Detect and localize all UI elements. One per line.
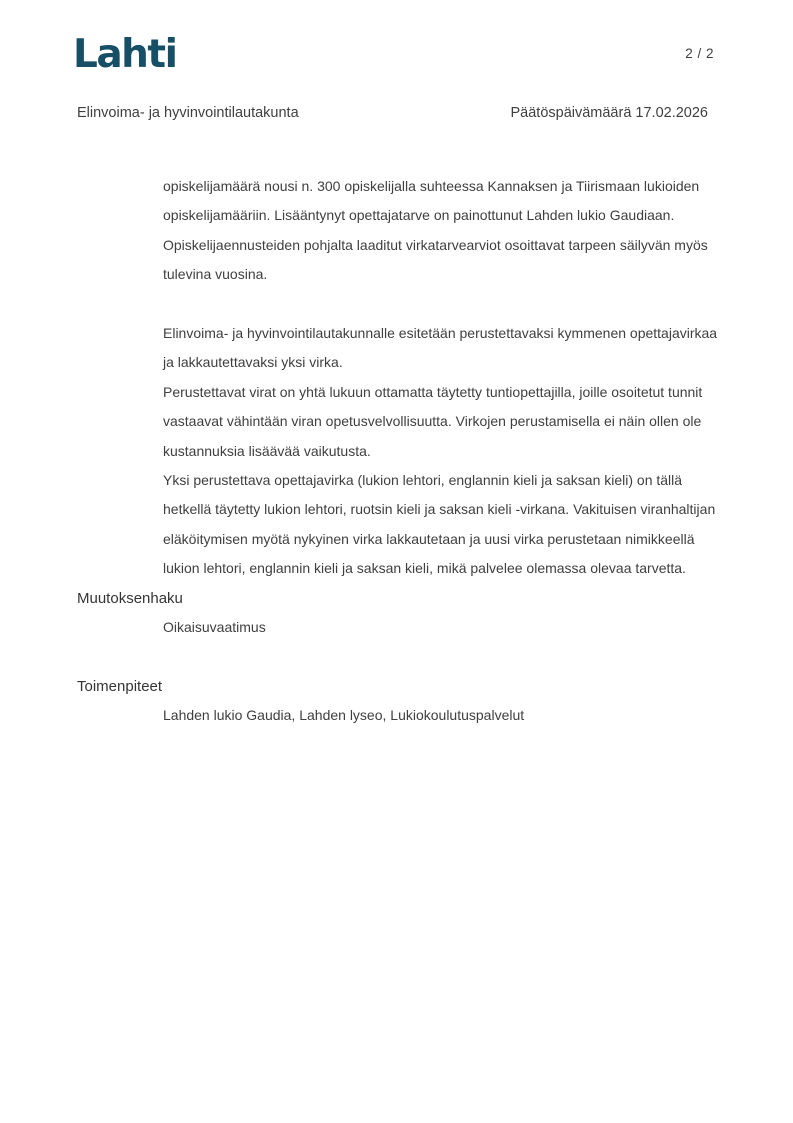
body-paragraph-3: Elinvoima- ja hyvinvointilautakunnalle esitetään perustettavaksi kymmenen opettajavirkaa ja lakkautettavaksi yksi virka. <box>163 325 718 371</box>
section-heading-toimenpiteet: Toimenpiteet <box>77 677 163 695</box>
lahti-logo: Lahti <box>73 32 177 77</box>
body-paragraph-4: Perustettavat virat on yhtä lukuun ottamatta täytetty tuntiopettajilla, joille osoitetut tunnit vastaavat vähintään viran opetusvelvollisuutta. Virkojen perustamisella ei näin ollen ole kustannuksia lisäävää vaikutusta. <box>163 383 703 459</box>
paragraph-spacer <box>77 290 719 319</box>
section-content-oikaisuvaatimus: Oikaisuvaatimus <box>163 619 266 636</box>
body-paragraph-2: Opiskelijaennusteiden pohjalta laaditut virkatarvearviot osoittavat tarpeen säilyvän myös tulevina vuosina. <box>163 236 708 283</box>
decision-date: Päätöspäivämäärä 17.02.2026 <box>510 105 708 121</box>
paragraph-spacer <box>77 642 719 671</box>
section-heading-muutoksenhaku: Muutoksenhaku <box>77 589 183 607</box>
section-content-toimenpiteet: Lahden lukio Gaudia, Lahden lyseo, Lukiokoulutuspalvelut <box>163 707 525 724</box>
body-paragraph-5: Yksi perustettava opettajavirka (lukion lehtori, englannin kieli ja saksan kieli) on tällä hetkellä täytetty lukion lehtori, ruotsin kieli ja saksan kieli -virkana. Vakituisen viranhaltijan eläköitymisen myötä nykyinen virka lakkautetaan ja uusi virka perustetaan nimikkeellä lukion lehtori, englannin kieli ja saksan kieli, mikä palvelee olemassa olevaa tarvetta. <box>163 472 716 577</box>
document-body <box>77 172 719 731</box>
body-paragraph-1: opiskelijamäärä nousi n. 300 opiskelijalla suhteessa Kannaksen ja Tiirismaan lukioiden opiskelijamääriin. Lisääntynyt opettajatarve on painottunut Lahden lukio Gaudiaan. <box>163 178 700 224</box>
committee-name: Elinvoima- ja hyvinvointilautakunta <box>77 105 299 121</box>
page-number: 2 / 2 <box>685 46 714 61</box>
document-header-row <box>77 105 708 121</box>
